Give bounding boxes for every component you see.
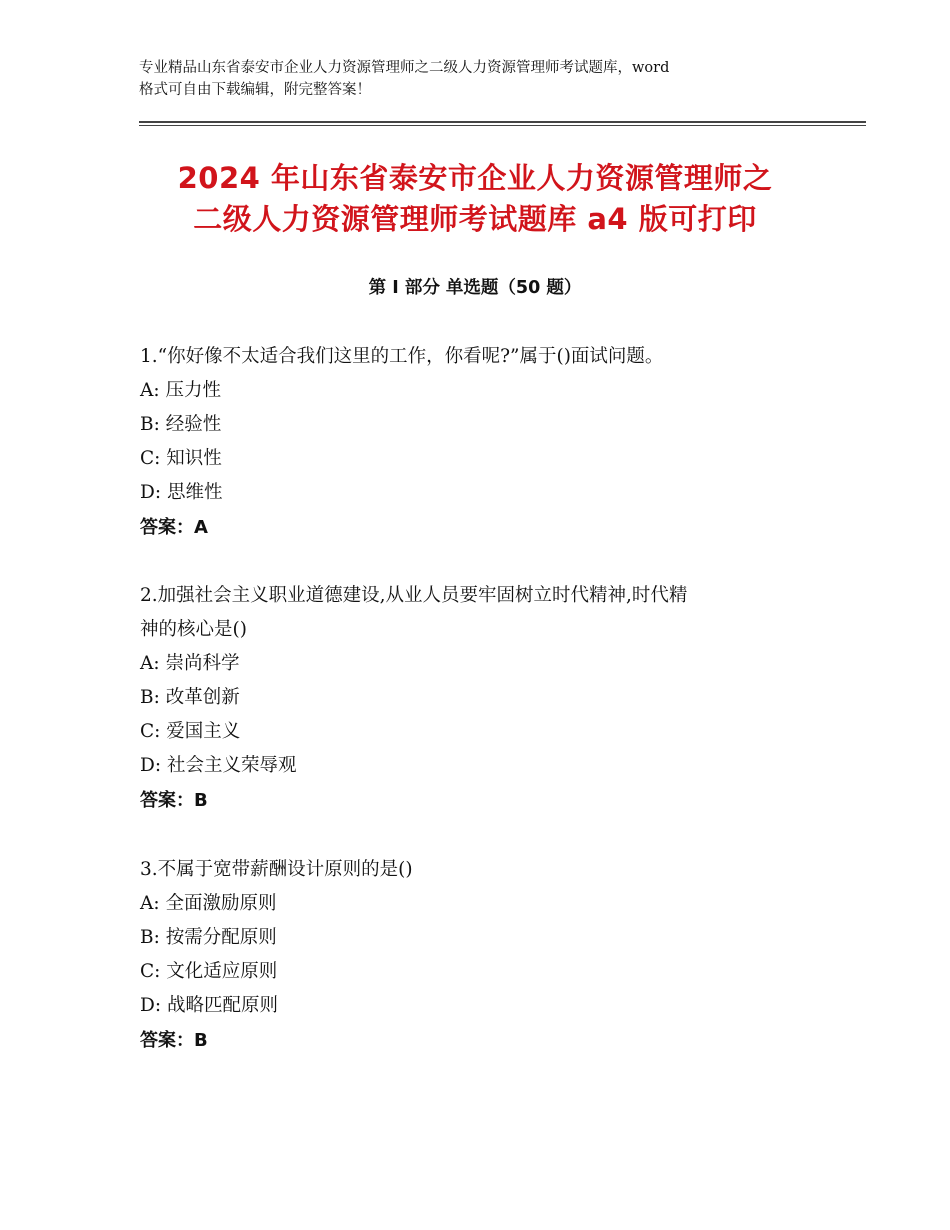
option-a: A: 崇尚科学 (140, 653, 240, 674)
option-a: A: 全面激励原则 (140, 893, 277, 914)
header-divider-thick (139, 121, 866, 123)
answer-label: 答案：A (140, 517, 208, 538)
section-heading: 第 I 部分 单选题（50 题） (368, 278, 582, 298)
header-note-line-1: 专业精品山东省泰安市企业人力资源管理师之二级人力资源管理师考试题库，word (139, 60, 670, 76)
option-b: B: 经验性 (140, 414, 222, 435)
option-c: C: 文化适应原则 (140, 961, 278, 982)
option-d: D: 思维性 (140, 482, 223, 503)
question-stem: 3.不属于宽带薪酬设计原则的是() (140, 859, 413, 880)
answer-label: 答案：B (140, 1030, 208, 1051)
question-stem: 1.“你好像不太适合我们这里的工作，你看呢?”属于()面试问题。 (140, 346, 664, 367)
option-a: A: 压力性 (140, 380, 221, 401)
question-stem-line-1: 2.加强社会主义职业道德建设,从业人员要牢固树立时代精神,时代精 (140, 585, 688, 606)
header-note-line-2: 格式可自由下载编辑，附完整答案！ (139, 82, 371, 98)
document-title (100, 158, 850, 240)
answer-label: 答案：B (140, 790, 208, 811)
option-d: D: 战略匹配原则 (140, 995, 278, 1016)
document-title-line-1: 2024 年山东省泰安市企业人力资源管理师之 (177, 161, 773, 195)
option-b: B: 按需分配原则 (140, 927, 277, 948)
option-c: C: 爱国主义 (140, 721, 241, 742)
option-d: D: 社会主义荣辱观 (140, 755, 297, 776)
header-divider-thin (139, 125, 866, 126)
option-b: B: 改革创新 (140, 687, 240, 708)
question-stem-line-2: 神的核心是() (140, 619, 247, 640)
option-c: C: 知识性 (140, 448, 222, 469)
header-note (139, 57, 829, 101)
document-title-line-2: 二级人力资源管理师考试题库 a4 版可打印 (193, 202, 757, 236)
